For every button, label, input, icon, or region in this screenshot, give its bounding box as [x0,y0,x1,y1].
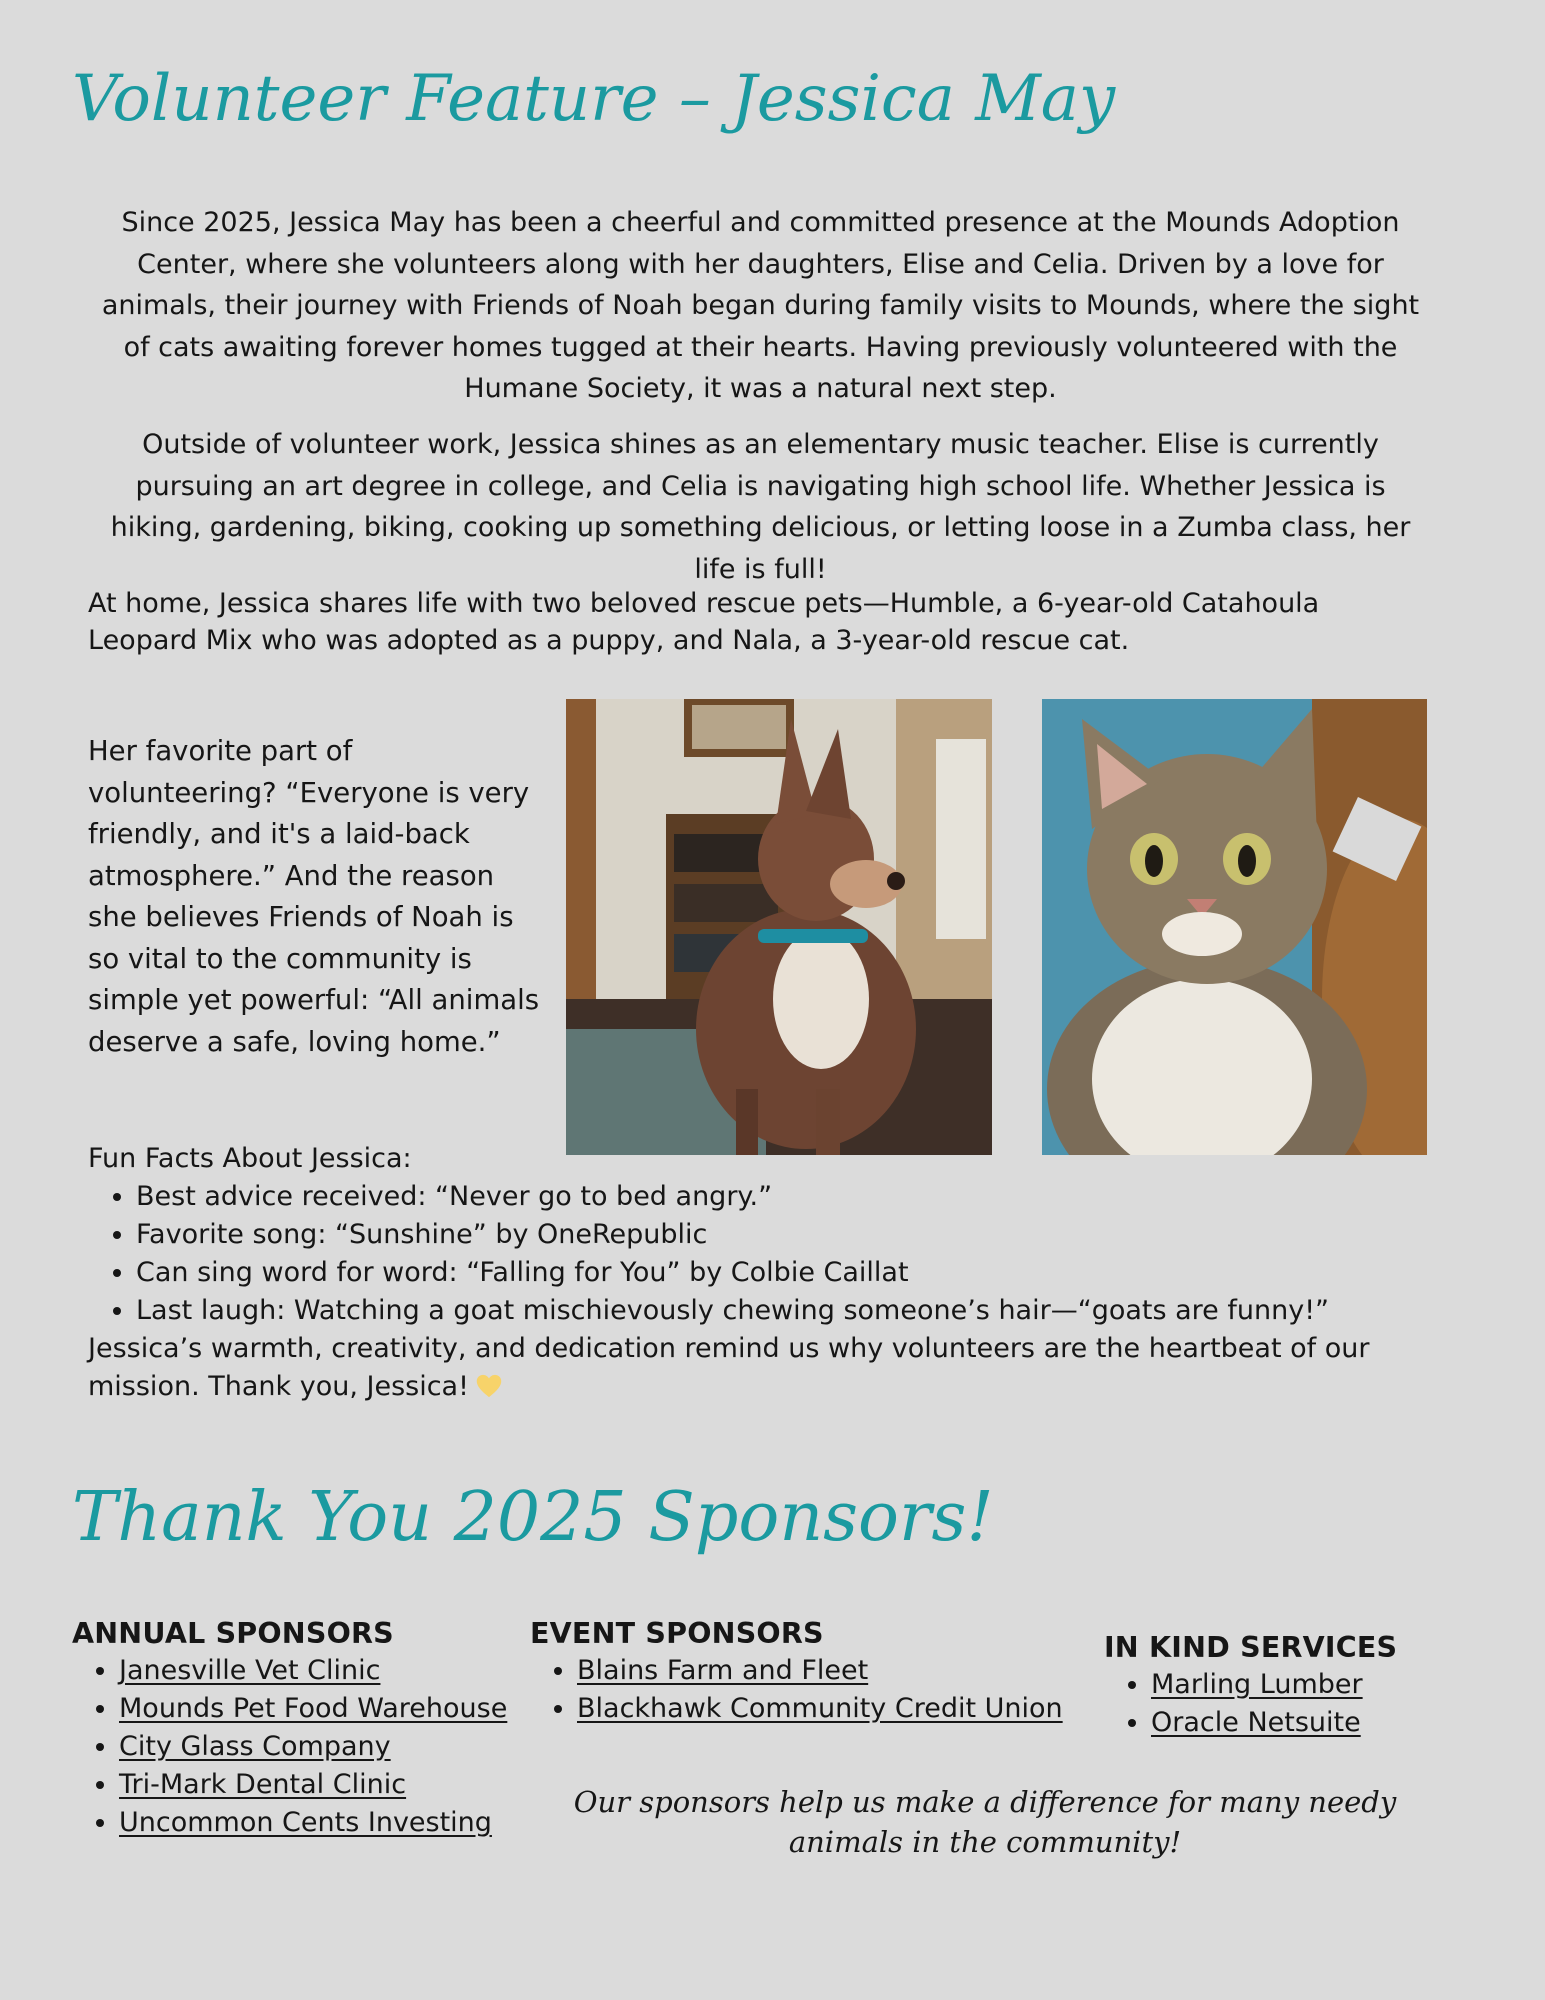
sponsors-title: Thank You 2025 Sponsors! [72,1478,994,1557]
event-sponsors-list [530,1652,1070,1728]
sponsor-link-marling-lumber[interactable]: Marling Lumber [1151,1669,1363,1700]
annual-sponsors-section [72,1617,532,1842]
sponsor-item [577,1690,1070,1728]
event-sponsors-section [530,1617,1070,1728]
closing-paragraph [88,1330,1448,1406]
fun-facts-heading: Fun Facts About Jessica: [88,1143,412,1174]
in-kind-services-section [1104,1631,1444,1742]
in-kind-services-heading: IN KIND SERVICES [1104,1631,1398,1664]
fun-facts-list [88,1178,1448,1330]
event-sponsors-heading: EVENT SPONSORS [530,1617,824,1650]
sponsor-link-uncommon-cents-investing[interactable]: Uncommon Cents Investing [119,1807,492,1838]
sponsor-link-city-glass-company[interactable]: City Glass Company [119,1731,391,1762]
favorite-part-paragraph: Her favorite part of volunteering? “Everyone is very friendly, and it's a laid-back atmosphere.” And the reason she believes Friends of Noah is so vital to the community is simple yet powerful: “All animals deserve a safe, loving home.” [88,735,540,1058]
sponsor-link-oracle-netsuite[interactable]: Oracle Netsuite [1151,1707,1361,1738]
intro-paragraph: Since 2025, Jessica May has been a cheerful and committed presence at the Mounds Adoption Center, where she volunteers along with her daughters, Elise and Celia. Driven by a love for animals, their journey with Friends of Noah began during family visits to Mounds, where the sight of cats awaiting forever homes tugged at their hearts. Having previously volunteered with the Humane Society, it was a natural next step. [101,207,1420,404]
cat-photo [1042,699,1427,1155]
in-kind-services-list [1104,1666,1444,1742]
sponsor-item [119,1804,532,1842]
sponsor-item [1151,1666,1444,1704]
annual-sponsors-list [72,1652,532,1842]
fun-fact-item: • Best advice received: “Never go to bed angry.” [136,1178,1448,1216]
fun-fact-item: • Last laugh: Watching a goat mischievously chewing someone’s hair—“goats are funny!” [136,1292,1448,1330]
outside-work-paragraph: Outside of volunteer work, Jessica shines as an elementary music teacher. Elise is currently pursuing an art degree in college, and Celia is navigating high school life. Whether Jessica is hiking, gardening, biking, cooking up something delicious, or letting loose in a Zumba class, her life is full! [110,429,1411,585]
closing-text: Jessica’s warmth, creativity, and dedication remind us why volunteers are the heartbeat of our mission. Thank you, Jessica! [88,1333,1370,1402]
sponsor-link-mounds-pet-food-warehouse[interactable]: Mounds Pet Food Warehouse [119,1693,508,1724]
yellow-heart-icon [475,1372,503,1400]
sponsor-item [1151,1704,1444,1742]
feature-title: Volunteer Feature – Jessica May [72,62,1116,136]
sponsor-link-blains-farm-and-fleet[interactable]: Blains Farm and Fleet [577,1655,869,1686]
sponsor-link-tri-mark-dental-clinic[interactable]: Tri-Mark Dental Clinic [119,1769,407,1800]
sponsor-item [119,1728,532,1766]
fun-facts-section [88,1140,1448,1406]
sponsor-link-blackhawk-community-credit-union[interactable]: Blackhawk Community Credit Union [577,1693,1063,1724]
sponsor-item [119,1652,532,1690]
sponsors-note: Our sponsors help us make a difference for many needy animals in the community! [573,1785,1397,1859]
sponsor-link-janesville-vet-clinic[interactable]: Janesville Vet Clinic [119,1655,381,1686]
fun-fact-item: • Can sing word for word: “Falling for You” by Colbie Caillat [136,1254,1448,1292]
sponsor-item [577,1652,1070,1690]
pets-paragraph: At home, Jessica shares life with two beloved rescue pets—Humble, a 6-year-old Catahoula Leopard Mix who was adopted as a puppy, and Nala, a 3-year-old rescue cat. [88,588,1320,656]
annual-sponsors-heading: ANNUAL SPONSORS [72,1617,394,1650]
sponsor-item [119,1766,532,1804]
fun-fact-item: • Favorite song: “Sunshine” by OneRepublic [136,1216,1448,1254]
dog-photo [566,699,992,1155]
sponsor-item [119,1690,532,1728]
